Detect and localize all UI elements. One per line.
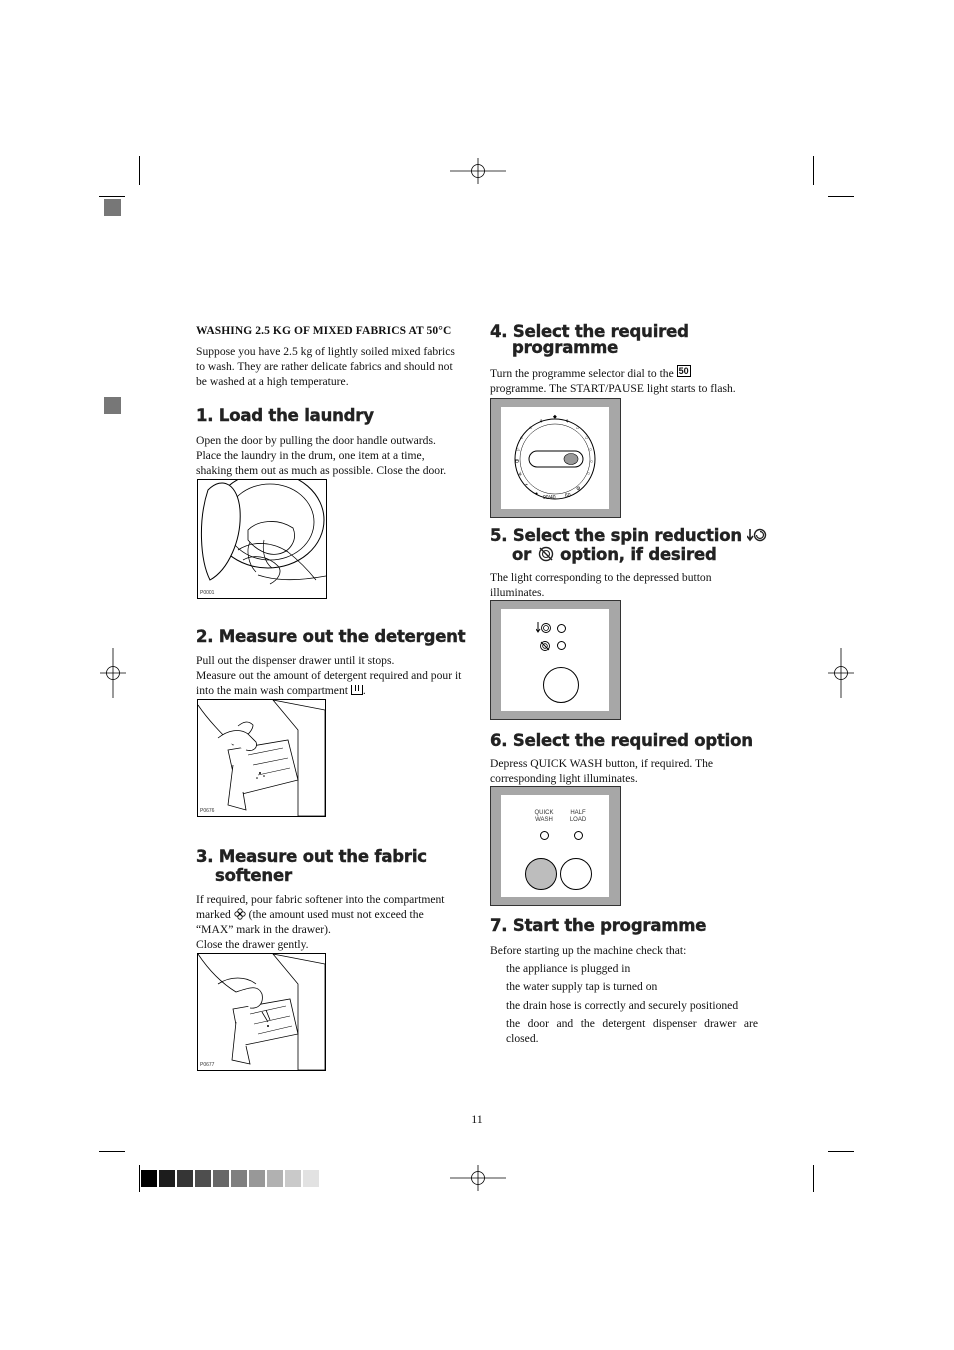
figure-code: P0001 (200, 590, 215, 596)
svg-text:⚙: ⚙ (576, 486, 581, 492)
registration-mark-bottom (450, 1165, 506, 1191)
checklist-item: the door and the detergent dispenser drawer are closed. (506, 1017, 758, 1045)
step3-line1b (196, 907, 462, 922)
svg-text:♨: ♨ (516, 447, 521, 453)
half-load-label (563, 810, 593, 824)
step4-title-line1: Select the required (512, 322, 689, 341)
spin-reduction-symbol (536, 622, 552, 634)
programme-selector-dial[interactable] (501, 407, 609, 509)
figure-code: P0676 (200, 808, 215, 814)
step1-title: 1. Load the laundry (196, 406, 374, 425)
programme-50-value: 50 (678, 366, 689, 376)
step4-title-num: 4. (490, 322, 508, 341)
half-load-label-line2: LOAD (569, 817, 587, 823)
step5-title-option: option, if desired (560, 545, 717, 564)
step7-intro: Before starting up the machine check that: (490, 944, 687, 957)
step4-title (490, 322, 770, 357)
step5-title-line1: Select the spin reduction (512, 526, 742, 545)
no-spin-led (557, 641, 566, 650)
step5-title-or: or (512, 545, 532, 564)
step4-text-b: programme. The START/PAUSE light starts to flash. (490, 382, 736, 395)
programme-50-badge (677, 365, 691, 377)
step4-text (490, 366, 760, 396)
no-spin-icon (537, 546, 555, 562)
step3-line2: “MAX” mark in the drawer). (196, 923, 331, 936)
step7-title: 7. Start the programme (490, 916, 707, 935)
svg-text:⌂: ⌂ (529, 425, 533, 431)
step4-text-a: Turn the programme selector dial to the (490, 367, 674, 380)
step3-line3: Close the drawer gently. (196, 938, 309, 951)
registration-mark-left (100, 648, 126, 698)
svg-text:⚘: ⚘ (565, 419, 570, 425)
svg-text:◆: ◆ (553, 414, 557, 420)
margin-marker-mid (104, 397, 121, 414)
svg-text:⚶: ⚶ (518, 471, 523, 477)
svg-text:⌂: ⌂ (520, 435, 524, 441)
svg-text:⚘: ⚘ (539, 419, 544, 425)
page-number: 11 (471, 1112, 483, 1126)
spin-reduction-icon (747, 528, 767, 542)
half-load-label-line1: HALF (570, 810, 586, 816)
figure-code: P0677 (200, 1062, 215, 1068)
programme-dial-panel (490, 398, 621, 518)
quick-wash-button[interactable] (525, 858, 557, 890)
step3-title (196, 847, 466, 885)
svg-text:○: ○ (589, 447, 593, 453)
step2-line2: Measure out the amount of detergent required and pour it into the main wash compartment . (196, 669, 462, 697)
step3-title-num: 3. (196, 847, 214, 866)
intro-heading: WASHING 2.5 KG OF MIXED FABRICS AT 50°C (196, 325, 452, 337)
step4-title-line2: programme (512, 338, 619, 357)
svg-text:90/40: 90/40 (543, 495, 556, 501)
step3-marked-label: marked (196, 908, 231, 921)
half-load-led (574, 831, 583, 840)
svg-text:○: ○ (587, 471, 591, 477)
step3-line1a: If required, pour fabric softener into the compartment (196, 893, 445, 906)
quick-wash-led (540, 831, 549, 840)
half-load-button[interactable] (560, 858, 592, 890)
quick-wash-label (529, 810, 559, 824)
svg-text:○: ○ (590, 459, 594, 465)
option-buttons-panel (490, 786, 621, 906)
quick-wash-label-line1: QUICK (534, 810, 554, 816)
svg-text:ϴ: ϴ (515, 459, 519, 465)
detergent-drawer-illustration (197, 699, 326, 817)
svg-text:60: 60 (565, 493, 571, 499)
fabric-softener-illustration (197, 953, 326, 1071)
svg-text:⌂: ⌂ (585, 435, 589, 441)
margin-marker-top (104, 199, 121, 216)
main-wash-compartment-icon (351, 685, 363, 695)
step5-text: The light corresponding to the depressed button illuminates. (490, 571, 712, 599)
spin-reduction-led (557, 624, 566, 633)
step3-max-note: (the amount used must not exceed the (248, 908, 424, 921)
step3-text (196, 892, 462, 952)
step1-text: Open the door by pulling the door handle outwards. Place the laundry in the drum, one item at a time, shaking them out as much as possible. Close the door. (196, 434, 447, 477)
spin-option-button[interactable] (543, 667, 579, 703)
step5-title-num: 5. (490, 526, 508, 545)
fabric-softener-flower-icon (234, 908, 246, 920)
svg-text:⌁: ⌁ (525, 482, 529, 488)
checklist-item: the water supply tap is turned on (506, 980, 658, 993)
step3-title-line2: softener (215, 866, 292, 885)
registration-mark-top (450, 158, 506, 184)
svg-text:⌂: ⌂ (576, 425, 580, 431)
checklist-item: the appliance is plugged in (506, 962, 631, 975)
quick-wash-label-line2: WASH (535, 817, 553, 823)
svg-text:●: ● (535, 491, 539, 497)
step2-title: 2. Measure out the detergent (196, 627, 466, 646)
load-laundry-illustration (197, 479, 327, 599)
step6-text: Depress QUICK WASH button, if required. The corresponding light illuminates. (490, 757, 714, 785)
step6-title: 6. Select the required option (490, 731, 753, 750)
step5-title (490, 526, 780, 564)
no-spin-symbol (539, 640, 551, 652)
spin-option-panel (490, 600, 621, 720)
step3-title-line1: Measure out the fabric (218, 847, 427, 866)
intro-text: Suppose you have 2.5 kg of lightly soiled mixed fabrics to wash. They are rather delicate fabrics and should not be washed at a high temperature. (196, 345, 455, 388)
checklist-item: the drain hose is correctly and securely positioned (506, 999, 739, 1012)
step2-line1: Pull out the dispenser drawer until it stops. (196, 654, 395, 667)
step2-line2-text: Measure out the amount of detergent required and pour it into the main wash compartment (196, 669, 462, 697)
registration-mark-right (828, 648, 854, 698)
